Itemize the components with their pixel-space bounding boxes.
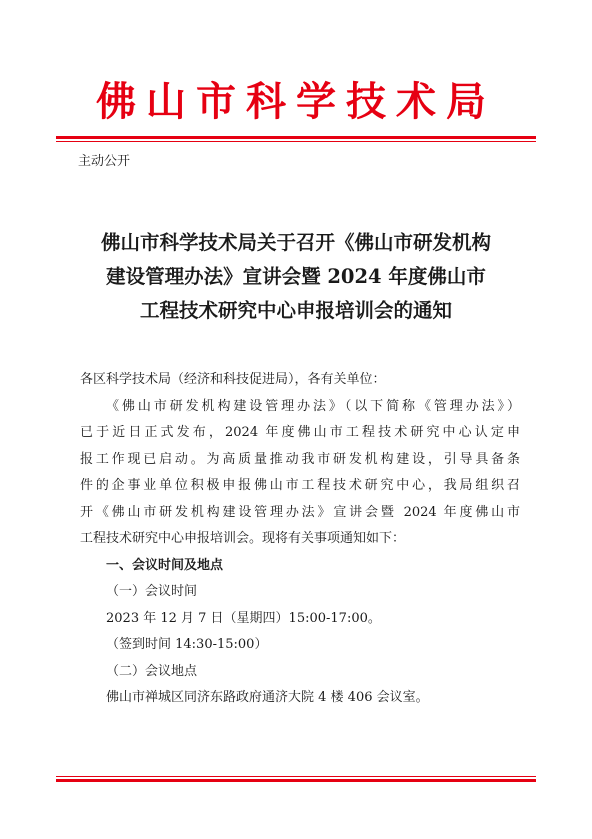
subsection-heading: （一）会议时间 — [106, 584, 198, 599]
letterhead-rule-thick — [56, 136, 536, 139]
title-line: 建设管理办法》宣讲会暨 2024 年度佛山市 — [106, 265, 486, 288]
checkin-time: （签到时间 14:30-15:00） — [106, 637, 268, 652]
document-body — [80, 367, 520, 712]
meeting-place: 佛山市禅城区同济东路政府通济大院 4 楼 406 会议室。 — [106, 690, 429, 705]
paragraph-line: 《佛山市研发机构建设管理办法》（以下简称《管理办法》） — [106, 398, 520, 414]
salutation: 各区科学技术局（经济和科技促进局），各有关单位： — [80, 372, 386, 387]
footer-rule-thin — [56, 776, 536, 777]
title-line: 佛山市科学技术局关于召开《佛山市研发机构 — [100, 231, 491, 254]
letterhead-rule-thin — [56, 141, 536, 142]
footer-rule-thick — [56, 779, 536, 782]
section-heading: 一、会议时间及地点 — [106, 557, 224, 573]
title-line: 工程技术研究中心申报培训会的通知 — [139, 299, 452, 322]
agency-letterhead-title: 佛山市科学技术局 — [96, 78, 496, 125]
paragraph-line: 件的企事业单位积极申报佛山市工程技术研究中心，我局组织召 — [80, 478, 520, 493]
paragraph-line: 工程技术研究中心申报培训会。现将有关事项通知如下： — [80, 531, 406, 546]
meeting-time: 2023 年 12 月 7 日（星期四）15:00-17:00。 — [106, 610, 381, 626]
paragraph-line: 报工作现已启动。为高质量推动我市研发机构建设，引导具备条 — [80, 451, 520, 467]
disclosure-label: 主动公开 — [78, 154, 131, 169]
paragraph-line: 已于近日正式发布，2024 年度佛山市工程技术研究中心认定申 — [80, 425, 520, 440]
document-title — [40, 226, 552, 328]
paragraph-line: 开《佛山市研发机构建设管理办法》宣讲会暨 2024 年度佛山市 — [80, 504, 520, 520]
subsection-heading: （二）会议地点 — [106, 663, 198, 679]
